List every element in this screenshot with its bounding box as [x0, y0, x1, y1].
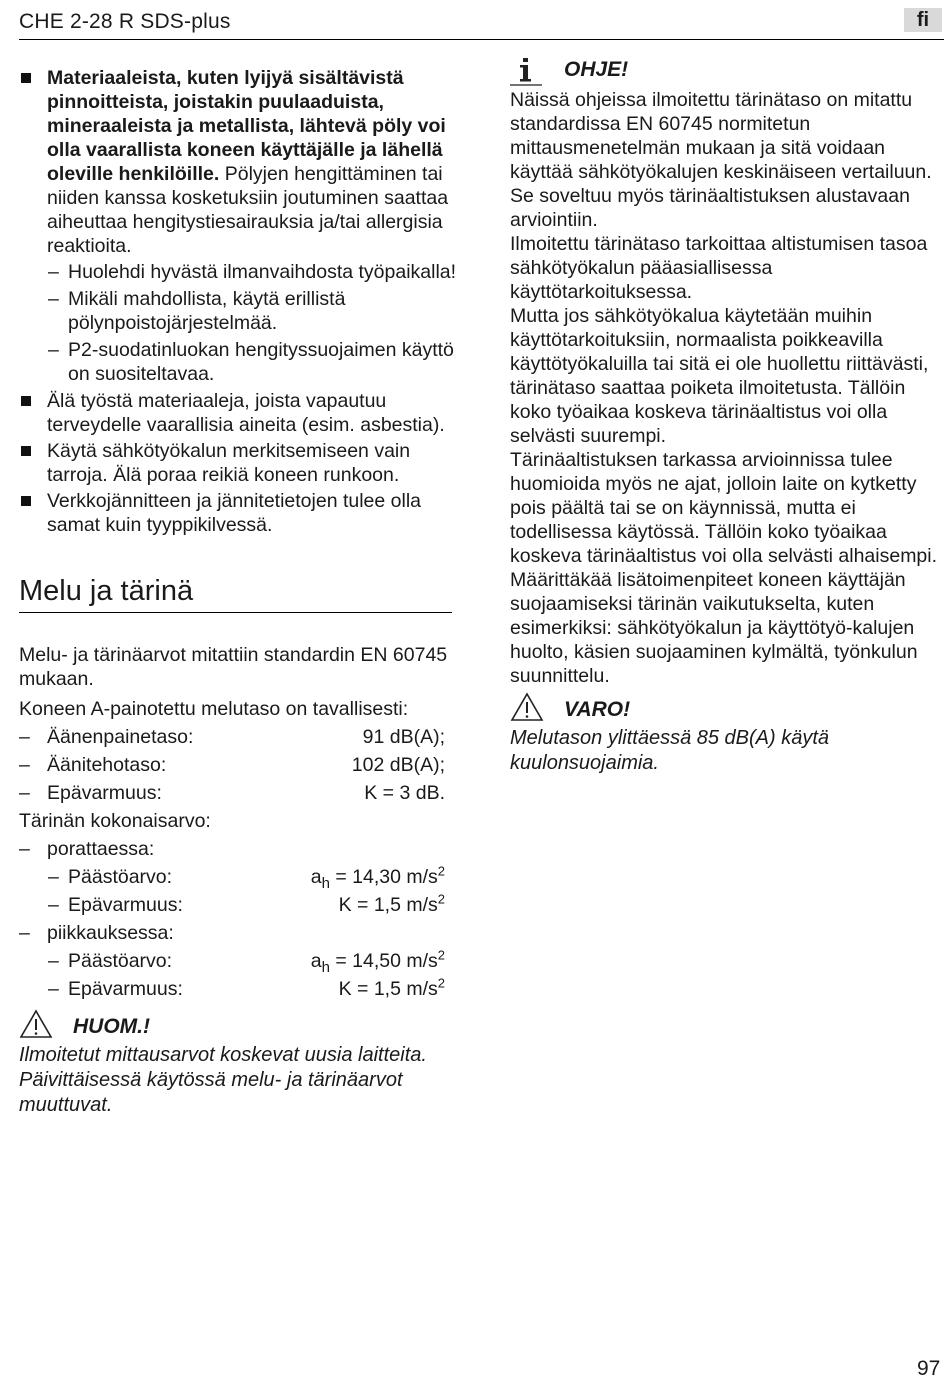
square-bullet-icon — [21, 73, 31, 83]
square-bullet-icon — [21, 396, 31, 406]
bullet-item: Älä työstä materiaaleja, joista vapautuu terveydelle vaarallisia aineita (esim. asbestia). — [19, 389, 459, 437]
vibration-row: – Päästöarvo: $a_h = 14,30$ $m/s^2$ — [48, 863, 445, 892]
dash-item: – Huolehdi hyvästä ilmanvaihdosta työpaikalla! — [48, 261, 457, 283]
vibration-group: – piikkauksessa: — [19, 922, 174, 944]
warning-header — [510, 696, 944, 726]
dust-warning-bold: Materiaaleista, kuten lyijyä sisältävistä pinnoitteista, joistakin puulaaduista, mineraaleista ja metallista, lähtevä pöly voi olla vaarallista koneen käyttäjälle ja lähellä oleville henkilöille. — [47, 67, 446, 185]
vibration-group: – porattaessa: — [19, 838, 155, 860]
language-badge: fi — [904, 8, 942, 32]
page-number: 97 — [917, 1357, 941, 1380]
note-text: Ilmoitetut mittausarvot koskevat uusia laitteita. Päivittäisessä käytössä melu- ja tärinäarvot muuttuvat. — [19, 1044, 427, 1116]
info-paragraph: Näissä ohjeissa ilmoitettu tärinätaso on mitattu standardissa EN 60745 normitetun mittausmenetelmän mukaan ja sitä voidaan käyttää sähkötyökalujen keskinäiseen vertailuun. Se soveltuu myös tärinäaltistuksen alustavaan arviointiin. — [510, 89, 932, 231]
vibration-row: – Epävarmuus: K = 1,5 $m/s^2$ — [48, 975, 445, 1000]
section-title: Melu ja tärinä — [19, 574, 452, 613]
info-paragraph: Mutta jos sähkötyökalua käytetään muihin käyttötarkoituksiin, normaalista poikkeavilla käyttötyökaluilla tai sitä ei ole huollettu riittävästi, tärinätaso saattaa poiketa ilmoitetusta. Tällöin koko työaikaa koskeva tärinäaltistus voi olla selvästi suurempi. — [510, 305, 929, 447]
noise-intro-2: Koneen A-painotettu melutaso on tavallisesti: — [19, 698, 409, 720]
warning-triangle-icon — [510, 692, 544, 722]
warning-text: Melutason ylittäessä 85 dB(A) käytä kuulonsuojaimia. — [510, 727, 830, 774]
header-rule — [19, 39, 944, 40]
noise-intro: Melu- ja tärinäarvot mitattiin standardin EN 60745 mukaan. — [19, 644, 448, 690]
noise-row: – Äänenpainetaso: 91 dB(A); — [19, 726, 445, 748]
square-bullet-icon — [21, 496, 31, 506]
info-icon — [510, 52, 544, 86]
vibration-title: Tärinän kokonaisarvo: — [19, 810, 211, 832]
info-paragraph: Määrittäkää lisätoimenpiteet koneen käyttäjän suojaamiseksi tärinän vaikutukselta, kuten esimerkiksi: sähkötyökalun ja käyttötyö-kalujen huolto, käsien suojaaminen kylmältä, työnkulun suunnittelu. — [510, 569, 918, 687]
vibration-row: – Epävarmuus: K = 1,5 $m/s^2$ — [48, 891, 445, 916]
square-bullet-icon — [21, 446, 31, 456]
bullet-item: Verkkojännitteen ja jännitetietojen tulee olla samat kuin tyyppikilvessä. — [19, 489, 459, 537]
info-title: OHJE! — [564, 58, 629, 81]
bullet-item: Käytä sähkötyökalun merkitsemiseen vain tarroja. Älä poraa reikiä koneen runkoon. — [19, 439, 459, 487]
vibration-row: – Päästöarvo: $a_h = 14,50$ $m/s^2$ — [48, 947, 445, 976]
right-column — [510, 58, 944, 776]
dash-item: – P2-suodatinluokan hengityssuojaimen käyttö on suositeltavaa. — [48, 339, 454, 385]
left-column — [19, 66, 459, 1118]
noise-row: – Epävarmuus: K = 3 dB. — [19, 782, 445, 804]
info-paragraph: Ilmoitettu tärinätaso tarkoittaa altistumisen tasoa sähkötyökalun pääasiallisessa käyttötarkoituksessa. — [510, 233, 928, 303]
dash-item: – Mikäli mahdollista, käytä erillistä pölynpoistojärjestelmää. — [48, 288, 346, 334]
header-title: CHE 2-28 R SDS-plus — [19, 10, 231, 33]
note-title: HUOM.! — [73, 1015, 150, 1038]
info-paragraph: Tärinäaltistuksen tarkassa arvioinnissa tulee huomioida myös ne ajat, jolloin laite on kytketty pois päältä tai se on käynnissä, mutta ei todellisessa käytössä. Tällöin koko työaikaa koskeva tärinäaltistus voi olla selvästi alhaisempi. — [510, 449, 938, 567]
warning-title: VARO! — [564, 698, 631, 721]
note-header — [19, 1013, 459, 1043]
warning-triangle-icon — [19, 1009, 53, 1039]
dust-warning-text: Pölyjen hengittäminen tai niiden kanssa kosketuksiin joutuminen saattaa aiheuttaa hengitystiesairauksia ja/tai allergisia reaktioita. — [47, 163, 449, 257]
noise-row: – Äänitehotaso: 102 dB(A); — [19, 754, 445, 776]
bullet-dust-warning — [19, 66, 459, 258]
info-header — [510, 56, 944, 88]
